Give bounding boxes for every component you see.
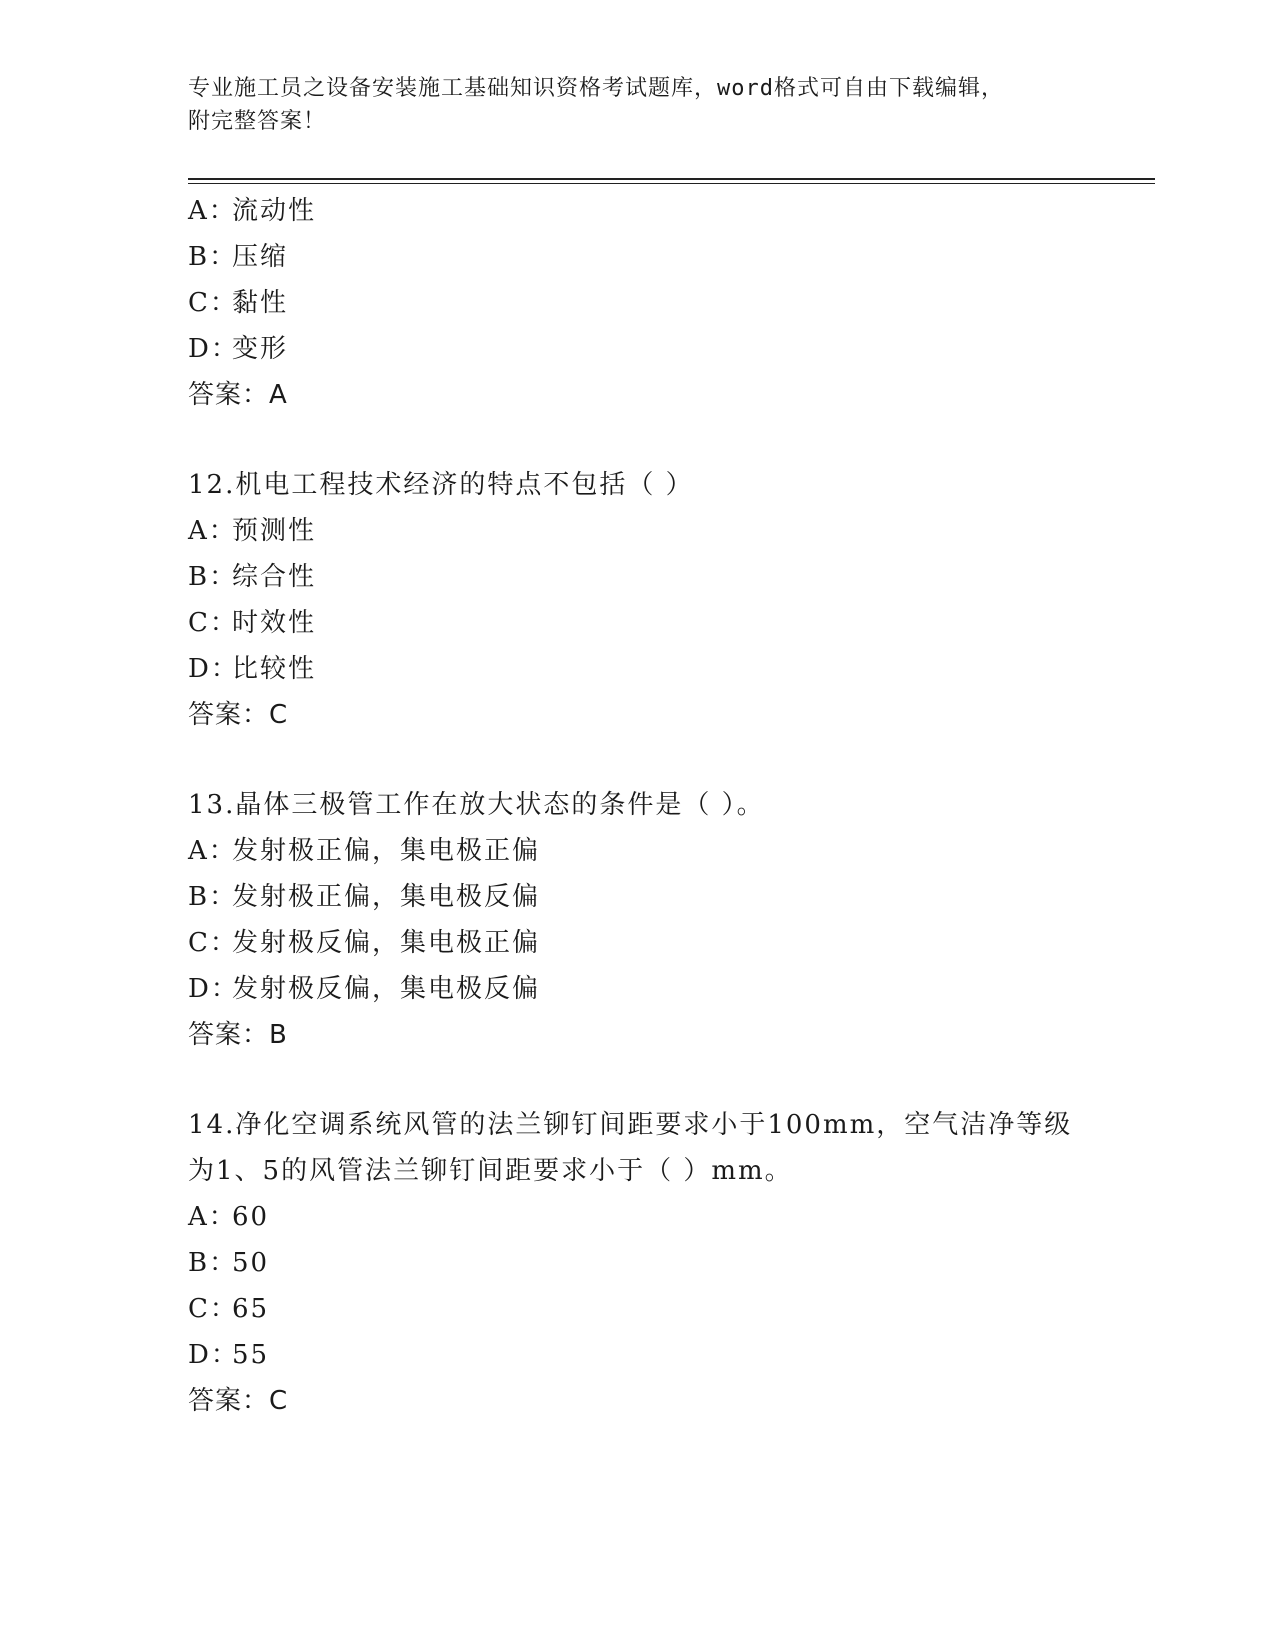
question-14	[188, 1102, 1155, 1424]
option-key: C：	[188, 1294, 238, 1324]
option-text: 综合性	[232, 562, 317, 592]
option-text: 时效性	[232, 608, 317, 638]
option-c	[188, 920, 1155, 966]
option-c	[188, 280, 1155, 326]
option-text: 压缩	[232, 242, 289, 272]
option-text: 变形	[232, 334, 289, 364]
option-key: D：	[188, 1340, 239, 1370]
option-key: D：	[188, 974, 239, 1004]
option-text: 50	[232, 1248, 270, 1278]
option-text: 流动性	[232, 196, 317, 226]
option-b	[188, 1240, 1155, 1286]
header-divider-thin	[188, 183, 1155, 184]
option-text: 发射极正偏，集电极反偏	[232, 882, 541, 912]
option-key: A：	[188, 516, 237, 546]
option-key: A：	[188, 836, 237, 866]
option-key: C：	[188, 608, 238, 638]
option-a	[188, 508, 1155, 554]
option-key: B：	[188, 1248, 238, 1278]
option-text: 黏性	[232, 288, 289, 318]
question-stem-line-2: 为1、5的风管法兰铆钉间距要求小于（ ）mm。	[188, 1156, 793, 1186]
option-b	[188, 234, 1155, 280]
option-c	[188, 600, 1155, 646]
option-text: 60	[232, 1202, 270, 1232]
option-key: D：	[188, 334, 239, 364]
option-d	[188, 966, 1155, 1012]
header-divider	[188, 178, 1155, 180]
option-b	[188, 554, 1155, 600]
question-13	[188, 782, 1155, 1058]
question-list	[188, 188, 1155, 1424]
option-d	[188, 326, 1155, 372]
question-11	[188, 188, 1155, 418]
header-line-2: 附完整答案！	[188, 109, 327, 134]
option-text: 发射极正偏，集电极正偏	[232, 836, 541, 866]
option-c	[188, 1286, 1155, 1332]
answer-line: 答案：C	[188, 700, 289, 730]
option-a	[188, 1194, 1155, 1240]
option-a	[188, 188, 1155, 234]
option-key: C：	[188, 928, 238, 958]
option-key: B：	[188, 242, 238, 272]
option-b	[188, 874, 1155, 920]
question-stem: 13.晶体三极管工作在放大状态的条件是（ ）。	[188, 790, 765, 820]
option-text: 预测性	[232, 516, 317, 546]
option-key: A：	[188, 196, 237, 226]
option-text: 55	[232, 1340, 270, 1370]
answer-line: 答案：A	[188, 380, 288, 410]
option-text: 发射极反偏，集电极正偏	[232, 928, 541, 958]
option-key: B：	[188, 882, 238, 912]
answer-line: 答案：B	[188, 1020, 288, 1050]
option-a	[188, 828, 1155, 874]
option-key: C：	[188, 288, 238, 318]
option-text: 65	[232, 1294, 270, 1324]
option-key: A：	[188, 1202, 237, 1232]
answer-line: 答案：C	[188, 1386, 289, 1416]
question-stem: 12.机电工程技术经济的特点不包括（ ）	[188, 470, 694, 500]
question-12	[188, 462, 1155, 738]
option-d	[188, 1332, 1155, 1378]
option-d	[188, 646, 1155, 692]
option-text: 发射极反偏，集电极反偏	[232, 974, 541, 1004]
header-line-1: 专业施工员之设备安装施工基础知识资格考试题库，word格式可自由下载编辑，	[188, 76, 1004, 101]
document-header	[188, 72, 1088, 138]
option-key: D：	[188, 654, 239, 684]
question-stem-line-1: 14.净化空调系统风管的法兰铆钉间距要求小于100mm，空气洁净等级	[188, 1110, 1073, 1140]
option-text: 比较性	[232, 654, 317, 684]
option-key: B：	[188, 562, 238, 592]
